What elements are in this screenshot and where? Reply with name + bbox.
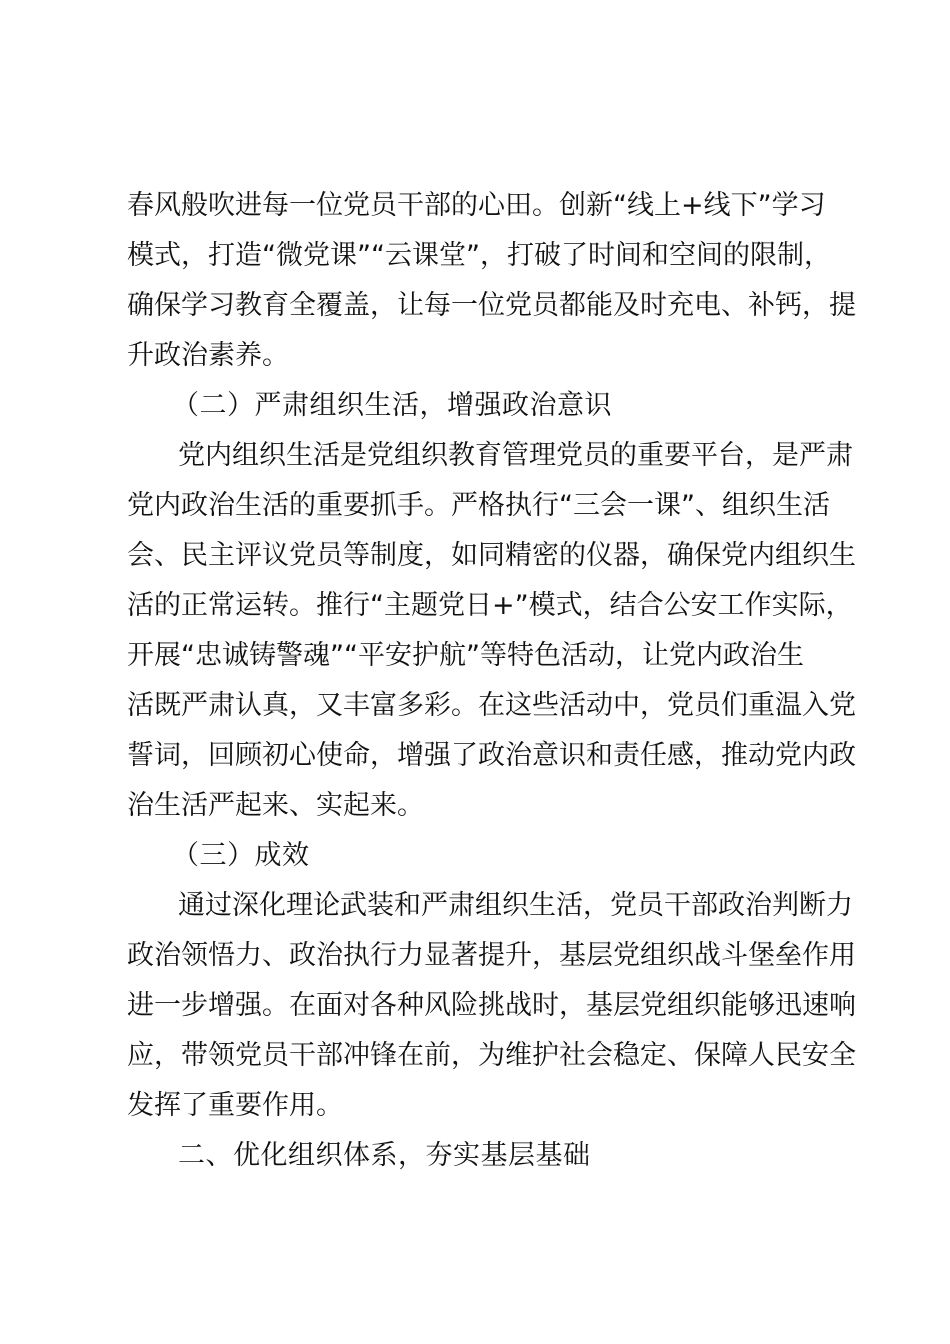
section-heading-2: （二）严肃组织生活，增强政治意识 — [172, 390, 612, 421]
text-line-8: 会、民主评议党员等制度，如同精密的仪器，确保党内组织生 — [127, 540, 856, 571]
text-line-15: 通过深化理论武装和严肃组织生活，党员干部政治判断力 — [178, 890, 853, 921]
text-line-18: 应，带领党员干部冲锋在前，为维护社会稳定、保障人民安全 — [127, 1040, 856, 1071]
text-line-3: 确保学习教育全覆盖，让每一位党员都能及时充电、补钙，提 — [127, 290, 856, 321]
chapter-heading-2: 二、优化组织体系，夯实基层基础 — [178, 1140, 591, 1171]
text-line-11: 活既严肃认真，又丰富多彩。在这些活动中，党员们重温入党 — [127, 690, 856, 721]
text-line-6: 党内组织生活是党组织教育管理党员的重要平台，是严肃 — [178, 440, 853, 471]
text-line-19: 发挥了重要作用。 — [127, 1090, 343, 1121]
text-line-9: 活的正常运转。推行“主题党日+”模式，结合公安工作实际， — [127, 590, 853, 621]
text-line-12: 誓词，回顾初心使命，增强了政治意识和责任感，推动党内政 — [127, 740, 856, 771]
text-line-16: 政治领悟力、政治执行力显著提升，基层党组织战斗堡垒作用 — [127, 940, 856, 971]
text-line-13: 治生活严起来、实起来。 — [127, 790, 424, 821]
text-line-7: 党内政治生活的重要抓手。严格执行“三会一课”、组织生活 — [127, 490, 830, 521]
text-line-2: 模式，打造“微党课”“云课堂”，打破了时间和空间的限制， — [127, 240, 831, 271]
text-line-10: 开展“忠诚铸警魂”“平安护航”等特色活动，让党内政治生 — [127, 640, 804, 671]
section-heading-3: （三）成效 — [172, 840, 310, 871]
text-line-1: 春风般吹进每一位党员干部的心田。创新“线上+线下”学习 — [127, 190, 826, 221]
text-line-17: 进一步增强。在面对各种风险挑战时，基层党组织能够迅速响 — [127, 990, 856, 1021]
text-line-4: 升政治素养。 — [127, 340, 289, 371]
